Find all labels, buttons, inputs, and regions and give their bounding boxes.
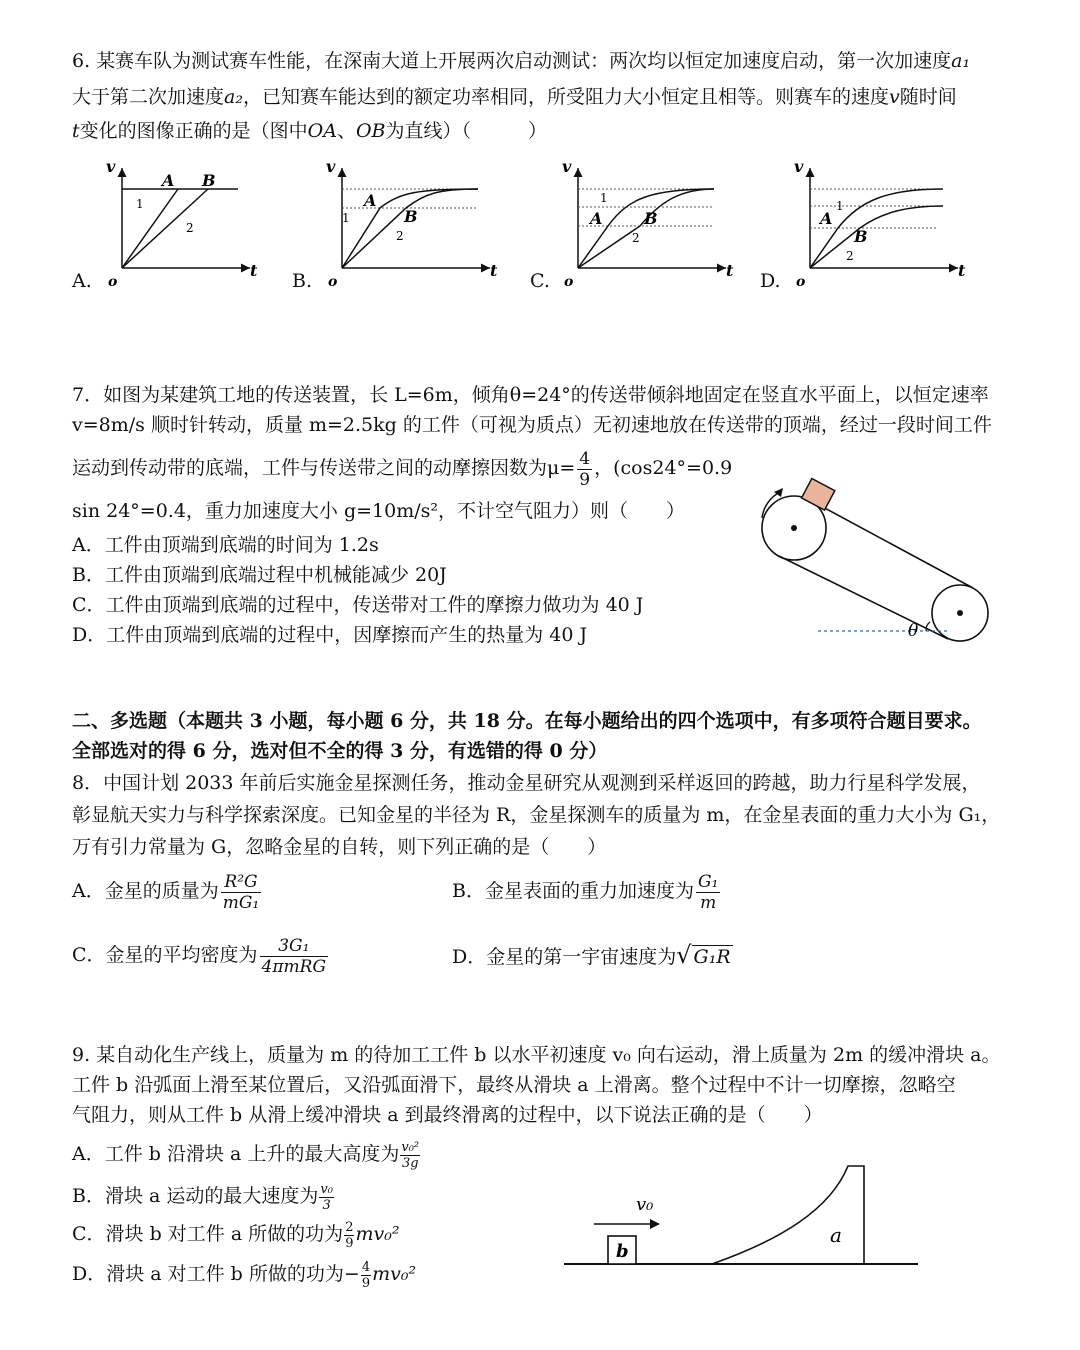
q8-line-3: 万有引力常量为 G，忽略金星的自转，则下列正确的是（ ） <box>72 836 607 858</box>
q8-option-a <box>72 866 263 916</box>
v-axis-label: v <box>794 157 804 176</box>
t-axis-label: t <box>958 261 966 280</box>
q6-option-b-label: B. <box>292 270 313 292</box>
q7-line-2: v=8m/s 顺时针转动，质量 m=2.5kg 的工件（可视为质点）无初速地放在传送带的顶端，经过一段时间工件 <box>72 414 992 436</box>
block-b-label: b <box>616 1241 629 1262</box>
q6-a2: a₂ <box>224 86 243 108</box>
q6-graph-d <box>788 158 973 288</box>
point-b-label: B <box>854 227 868 246</box>
t-axis-label: t <box>490 261 498 280</box>
q6-text: ，已知赛车能达到的额定功率相同，所受阻力大小恒定且相等。则赛车的速度 <box>242 86 889 108</box>
option-fraction <box>361 1260 371 1291</box>
conveyor-diagram <box>750 470 1000 650</box>
q6-option-c-label: C. <box>530 270 550 292</box>
frac-num: v₀ <box>320 1181 333 1197</box>
frac-den: mG₁ <box>222 892 260 913</box>
option-text: D．滑块 a 对工件 b 所做的功为− <box>72 1263 360 1285</box>
option-fraction <box>260 936 329 977</box>
q9-option-b <box>72 1178 335 1214</box>
slider-diagram <box>560 1150 930 1280</box>
slider-a-label: a <box>830 1223 842 1247</box>
point-a-label: A <box>162 171 175 190</box>
curve-2-label: 2 <box>396 229 404 243</box>
curve-2-label: 2 <box>632 231 640 245</box>
q8-option-d <box>452 930 733 982</box>
curve-1-label: 1 <box>600 191 608 205</box>
origin-label: o <box>796 274 806 290</box>
q7-option-a: A．工件由顶端到底端的时间为 1.2s <box>72 534 379 556</box>
point-b-label: B <box>404 207 418 226</box>
q6-text: 、 <box>336 120 356 142</box>
slider-a <box>712 1166 864 1264</box>
option-fraction <box>344 1220 354 1251</box>
option-text: C．滑块 b 对工件 a 所做的功为 <box>72 1223 344 1245</box>
option-text: C．金星的平均密度为 <box>72 944 258 966</box>
velocity-arrow-icon <box>650 1219 660 1229</box>
frac-num: 4 <box>361 1259 371 1275</box>
q7-text: 运动到传动带的底端，工件与传送带之间的动摩擦因数为μ= <box>72 457 576 479</box>
curve-2-label: 2 <box>846 249 854 263</box>
option-fraction <box>221 872 262 913</box>
q6-line-2 <box>72 84 957 110</box>
frac-den: 9 <box>579 469 591 490</box>
q9-line-3: 气阻力，则从工件 b 从滑上缓冲滑块 a 到最终滑离的过程中，以下说法正确的是（ ） <box>72 1104 823 1126</box>
frac-num: 3G₁ <box>260 936 329 957</box>
option-text: B．滑块 a 运动的最大速度为 <box>72 1185 319 1207</box>
v-axis-label: v <box>106 157 116 176</box>
frac-num: G₁ <box>697 871 719 892</box>
sqrt-sign: √ <box>676 941 692 969</box>
frac-num: v₀² <box>401 1139 420 1155</box>
q7-line-1: 7．如图为某建筑工地的传送装置，长 L=6m，倾角θ=24°的传送带倾斜地固定在竖直水平面上，以恒定速率 <box>72 384 989 406</box>
q6-line-3 <box>72 118 547 144</box>
q6-line-1 <box>72 48 970 74</box>
q7-option-b: B．工件由顶端到底端过程中机械能减少 20J <box>72 564 447 586</box>
curve-2-label: 2 <box>186 221 194 235</box>
option-text: D．金星的第一宇宙速度为 <box>452 946 677 968</box>
section-2-heading: 二、多选题（本题共 3 小题，每小题 6 分，共 18 分。在每小题给出的四个选项中，有多项符合题目要求。 <box>72 710 982 732</box>
curve-1-label: 1 <box>836 199 844 213</box>
v-axis-label: v <box>562 157 572 176</box>
q9-line-2: 工件 b 沿弧面上滑至某位置后，又沿弧面滑下，最终从滑块 a 上滑离。整个过程中不计一切摩擦，忽略空 <box>72 1074 956 1096</box>
frac-num: 4 <box>579 448 591 469</box>
q8-option-c <box>72 930 330 980</box>
point-a-label: A <box>364 191 377 210</box>
q7-option-d: D．工件由顶端到底端的过程中，因摩擦而产生的热量为 40 J <box>72 624 588 646</box>
q6-text: 随时间 <box>899 86 957 108</box>
q8-option-b <box>452 866 722 916</box>
frac-den: 3 <box>322 1197 331 1213</box>
frac-den: 9 <box>345 1235 354 1251</box>
frac-num: R²G <box>221 872 262 893</box>
option-fraction <box>319 1182 334 1213</box>
sqrt-radicand: G₁R <box>693 946 731 968</box>
option-text: B．金星表面的重力加速度为 <box>452 880 694 902</box>
q7-text: ，(cos24°=0.9 <box>594 457 733 479</box>
curve-1-label: 1 <box>342 211 350 225</box>
point-b-label: B <box>644 209 658 228</box>
curve-1-label: 1 <box>136 197 144 211</box>
option-text: mv₀² <box>355 1223 400 1245</box>
q9-line-1: 9. 某自动化生产线上，质量为 m 的待加工工件 b 以水平初速度 v₀ 向右运动，滑上质量为 2m 的缓冲滑块 a。 <box>72 1044 1001 1066</box>
theta-label: θ <box>908 621 919 641</box>
q7-line-3 <box>72 446 732 490</box>
option-text: A．金星的质量为 <box>72 880 219 902</box>
q6-oa: OA <box>307 120 337 142</box>
frac-den: 9 <box>361 1275 371 1291</box>
option-fraction <box>400 1140 420 1171</box>
q6-option-d-label: D. <box>760 270 781 292</box>
frac-num: 2 <box>345 1219 354 1235</box>
option-text: mv₀² <box>372 1263 417 1285</box>
t-axis-label: t <box>726 261 734 280</box>
q6-v: v <box>888 86 900 108</box>
origin-label: o <box>564 274 574 290</box>
q6-graph-b <box>320 158 505 288</box>
q6-graph-a <box>100 158 270 288</box>
frac-den: 4πmRG <box>261 956 327 977</box>
mu-fraction <box>577 449 592 490</box>
v-axis-label: v <box>326 157 336 176</box>
q6-graph-c <box>556 158 741 288</box>
q6-option-a-label: A. <box>72 270 92 292</box>
q6-text: 变化的图像正确的是（图中 <box>79 120 308 142</box>
section-2-note: 全部选对的得 6 分，选对但不全的得 3 分，有选错的得 0 分） <box>72 740 608 762</box>
q6-text: 为直线）（ ） <box>385 120 548 142</box>
q8-line-2: 彰显航天实力与科学探索深度。已知金星的半径为 R，金星探测车的质量为 m，在金星表面的重力大小为 G₁， <box>72 804 1001 826</box>
q9-option-d <box>72 1256 416 1292</box>
q7-line-4: sin 24°=0.4，重力加速度大小 g=10m/s²，不计空气阻力）则（ ） <box>72 500 686 522</box>
point-a-label: A <box>590 209 603 228</box>
q8-line-1: 8．中国计划 2033 年前后实施金星探测任务，推动金星研究从观测到采样返回的跨越，助力行星科学发展， <box>72 772 981 794</box>
option-text: A．工件 b 沿滑块 a 上升的最大高度为 <box>72 1143 400 1165</box>
origin-label: o <box>108 274 118 290</box>
q6-text: 大于第二次加速度 <box>72 86 225 108</box>
q9-option-c <box>72 1216 399 1252</box>
frac-den: 3g <box>401 1155 419 1171</box>
frac-den: m <box>700 892 717 913</box>
point-a-label: A <box>820 209 833 228</box>
point-b-label: B <box>202 171 216 190</box>
q6-a1: a₁ <box>951 50 971 72</box>
t-axis-label: t <box>250 261 258 280</box>
option-fraction <box>696 872 720 913</box>
q9-option-a <box>72 1136 421 1172</box>
q6-text: 6. 某赛车队为测试赛车性能，在深南大道上开展两次启动测试：两次均以恒定加速度启动，第一次加速度 <box>72 50 952 72</box>
q6-ob: OB <box>355 120 386 142</box>
q7-option-c: C．工件由顶端到底端的过程中，传送带对工件的摩擦力做功为 40 J <box>72 594 644 616</box>
origin-label: o <box>328 274 338 290</box>
v0-label: v₀ <box>636 1194 654 1215</box>
q6-t: t <box>72 120 80 142</box>
